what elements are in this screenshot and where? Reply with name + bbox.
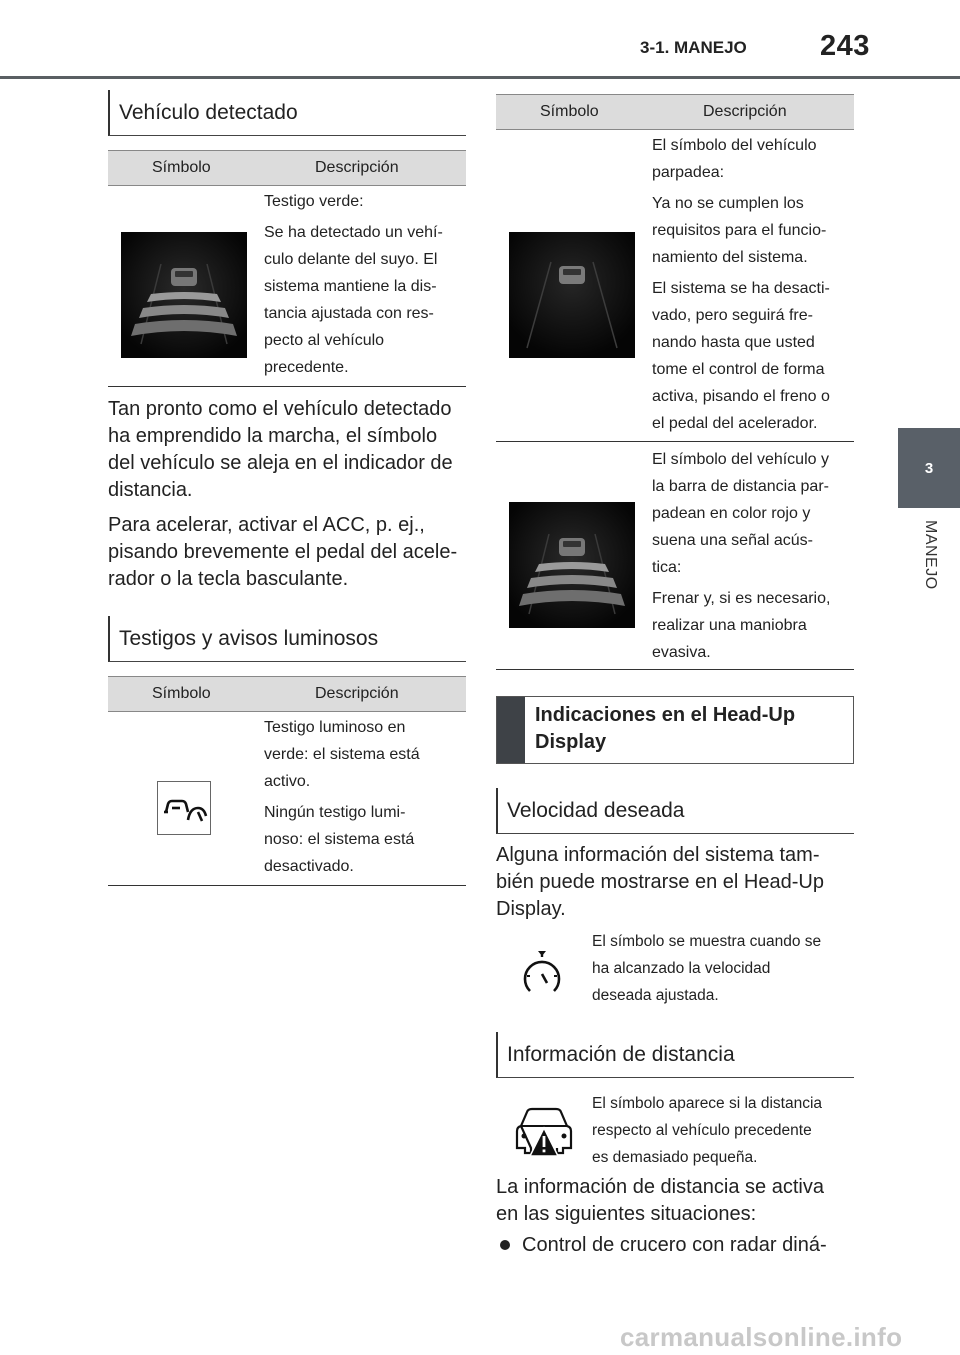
distance-display-image	[509, 232, 635, 358]
distance-display-image	[509, 502, 635, 628]
description-cell: Testigo verde: Se ha detectado un vehí- culo delante del suyo. El sistema mantiene la dis- tancia ajustada con res- pecto al vehículo precedente.	[264, 193, 443, 376]
section-heading-hud: Indicaciones en el Head-Up Display	[496, 696, 854, 764]
col-description: Descripción	[703, 103, 787, 120]
icon-description: El símbolo aparece si la distancia respecto al vehículo precedente es demasiado pequeña.	[592, 1095, 823, 1166]
col-symbol: Símbolo	[540, 103, 599, 120]
subheading-velocidad-deseada: Velocidad deseada	[496, 788, 854, 834]
car-warning-icon	[515, 1104, 573, 1160]
header-rule	[0, 76, 960, 79]
subheading-informacion-distancia: Información de distancia	[496, 1032, 854, 1078]
icon-description: El símbolo se muestra cuando se ha alcanzado la velocidad deseada ajustada.	[592, 933, 822, 1004]
table-header	[496, 94, 854, 130]
table-header	[108, 150, 466, 186]
subheading-testigos: Testigos y avisos luminosos	[108, 616, 466, 662]
acc-indicator-icon	[157, 781, 211, 835]
chapter-label: MANEJO	[922, 520, 939, 590]
col-symbol: Símbolo	[152, 159, 211, 176]
body-text: Alguna información del sistema tam- bién puede mostrarse en el Head-Up Display.	[496, 844, 824, 920]
chapter-tab[interactable]: 3	[898, 428, 960, 508]
col-symbol: Símbolo	[152, 685, 211, 702]
table-rule	[108, 386, 466, 387]
page-number: 243	[820, 30, 870, 62]
col-description: Descripción	[315, 159, 399, 176]
description-cell: El símbolo del vehículo parpadea: Ya no se cumplen los requisitos para el funcio- namiento del sistema. El sistema se ha desacti- vado, pero seguirá fre- nando hasta que usted tome el control de forma activa, pisando el freno o el pedal del acelerador.	[652, 137, 830, 432]
bullet-icon	[500, 1240, 510, 1250]
body-text: Tan pronto como el vehículo detectado ha emprendido la marcha, el símbolo del vehículo se aleja en el indicador de distancia. Para acelerar, activar el ACC, p. ej., pisando brevemente el pedal del acele- rador o la tecla basculante.	[108, 398, 458, 590]
distance-display-image	[121, 232, 247, 358]
bullet-item: Control de crucero con radar diná-	[496, 1232, 856, 1259]
watermark[interactable]: carmanualsonline.info	[620, 1322, 903, 1352]
speedometer-icon	[517, 948, 567, 998]
section-title: 3-1. MANEJO	[640, 38, 747, 57]
table-header	[108, 676, 466, 712]
description-cell: Testigo luminoso en verde: el sistema está activo. Ningún testigo lumi- noso: el sistema está desactivado.	[264, 719, 420, 875]
table-rule	[496, 669, 854, 670]
body-text: La información de distancia se activa en las siguientes situaciones:	[496, 1176, 824, 1225]
table-rule	[108, 885, 466, 886]
heading-bar	[497, 697, 525, 763]
col-description: Descripción	[315, 685, 399, 702]
subheading-vehiculo-detectado: Vehículo detectado	[108, 90, 466, 136]
table-rule	[496, 441, 854, 442]
description-cell: El símbolo del vehículo y la barra de distancia par- padean en color rojo y suena una señal acús- tica: Frenar y, si es necesario, realizar una maniobra evasiva.	[652, 451, 831, 661]
